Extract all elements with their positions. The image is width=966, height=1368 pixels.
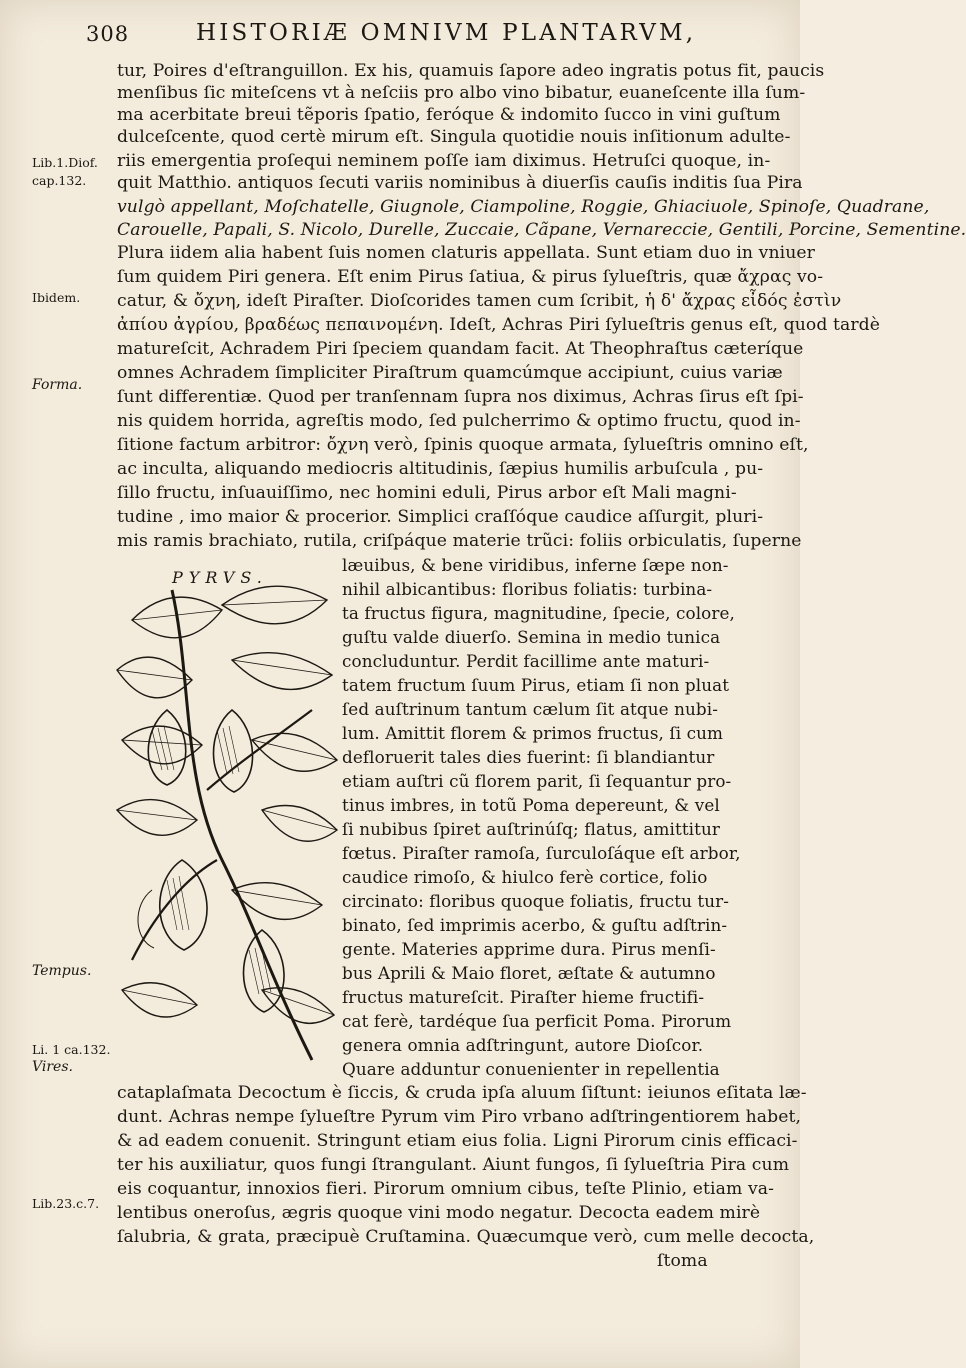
text-line: ſunt differentiæ. Quod per tranſennam ſupra nos diximus, Achras ſirus eſt ſpi-	[117, 387, 804, 407]
text-line: nihil albicantibus: floribus foliatis: turbina-	[342, 579, 713, 599]
text-line: menſibus ſic miteſcens vt à neſciis pro albo vino bibatur, euaneſcente illa ſum-	[117, 83, 806, 103]
margin-note: Ibidem.	[32, 290, 81, 305]
text-line: tur, Poires d'eſtranguillon. Ex his, quamuis ſapore adeo ingratis potus fit, paucis	[117, 61, 825, 81]
text-line: ma acerbitate breui tẽporis ſpatio, feróque & indomito ſucco in vini guſtum	[117, 105, 781, 125]
text-line: guſtu valde diuerſo. Semina in medio tunica	[342, 627, 721, 647]
text-line: fructus matureſcit. Piraſter hieme fructifi-	[342, 987, 705, 1007]
text-line: etiam auſtri cũ florem parit, ſi ſequantur pro-	[342, 771, 732, 791]
text-line: tatem fructum ſuum Pirus, etiam ſi non pluat	[342, 675, 730, 695]
margin-note: Tempus.	[32, 963, 92, 979]
text-line: binato, ſed imprimis acerbo, & guſtu adſtrin-	[342, 915, 728, 935]
text-line: ta fructus figura, magnitudine, ſpecie, colore,	[342, 603, 735, 623]
running-title: HISTORIÆ OMNIVM PLANTARVM,	[196, 20, 697, 46]
text-line: genera omnia adſtringunt, autore Dioſcor.	[342, 1035, 704, 1055]
catchword: ſtoma	[657, 1251, 708, 1271]
running-header	[86, 18, 697, 52]
text-line: Plura iidem alia habent ſuis nomen claturis appellata. Sunt etiam duo in vniuer	[117, 243, 816, 263]
text-line: concluduntur. Perdit facillime ante maturi-	[342, 651, 710, 671]
text-line: vulgò appellant, Moſchatelle, Giugnole, Ciampoline, Roggie, Ghiaciuole, Spinoſe, Quadrane,	[117, 197, 930, 217]
text-line: mis ramis brachiato, rutila, criſpáque materie trũci: foliis orbiculatis, ſuperne	[117, 531, 802, 551]
text-line: caudice rimoſo, & hiulco ferè cortice, folio	[342, 867, 708, 887]
text-line: Carouelle, Papali, S. Nicolo, Durelle, Zuccaie, Cãpane, Vernareccie, Gentili, Porcine, Sementine.	[117, 220, 966, 240]
text-line: cataplaſmata Decoctum è ſiccis, & cruda ipſa aluum ſiſtunt: ieiunos eſitata læ-	[117, 1083, 807, 1103]
text-line: riis emergentia proſequi neminem poſſe iam diximus. Hetruſci quoque, in-	[117, 151, 771, 171]
text-line: ter his auxiliatur, quos fungi ſtrangulant. Aiunt fungos, ſi ſylueſtria Pira cum	[117, 1155, 790, 1175]
text-line: Quare adduntur conuenienter in repellentia	[342, 1059, 720, 1079]
text-line: eis coquantur, innoxios fieri. Pirorum omnium cibus, teſte Plinio, etiam va-	[117, 1179, 775, 1199]
text-line: ſi nubibus ſpiret auſtrinúſq; flatus, amittitur	[342, 819, 721, 839]
text-line: ἀπίου ἀγρίου, βραδέως πεπαινομένη. Ideſt, Achras Piri ſylueſtris genus eſt, quod tardè	[117, 315, 881, 335]
text-line: ſitione factum arbitror: ὄχνη verò, ſpinis quoque armata, ſylueſtris omnino eſt,	[117, 435, 809, 455]
text-line: ſed auſtrinum tantum cælum ſit atque nubi-	[342, 699, 719, 719]
text-line: quit Matthio. antiquos ſecuti variis nominibus à diuerſis cauſis inditis ſua Pira	[117, 173, 803, 193]
text-line: ſalubria, & grata, præcipuè Cruſtamina. Quæcumque verò, cum melle decocta,	[117, 1227, 815, 1247]
text-line: fœtus. Piraſter ramoſa, ſurculoſáque eſt arbor,	[342, 843, 741, 863]
margin-note: cap.132.	[32, 173, 87, 188]
text-line: læuibus, & bene viridibus, inferne ſæpe non-	[342, 555, 729, 575]
text-line: ac inculta, aliquando mediocris altitudinis, ſæpius humilis arbuſcula , pu-	[117, 459, 764, 479]
text-line: tudine , imo maior & procerior. Simplici craſſóque caudice aſſurgit, pluri-	[117, 507, 764, 527]
text-line: bus Aprili & Maio floret, æſtate & autumno	[342, 963, 716, 983]
text-line: nis quidem horrida, agreſtis modo, ſed pulcherrimo & optimo fructu, quod in-	[117, 411, 801, 431]
text-line: lum. Amittit florem & primos fructus, ſi cum	[342, 723, 724, 743]
text-line: omnes Achradem ſimpliciter Piraſtrum quamcúmque accipiunt, cuius variæ	[117, 363, 783, 383]
margin-note: Li. 1 ca.132.	[32, 1042, 111, 1057]
text-line: defloruerit tales dies fuerint: ſi blandiantur	[342, 747, 715, 767]
text-line: dulceſcente, quod certè mirum eſt. Singula quotidie nouis inſitionum adulte-	[117, 127, 791, 147]
figure-caption: PYRVS.	[172, 568, 268, 587]
margin-note: Vires.	[32, 1059, 73, 1075]
text-line: lentibus oneroſus, ægris quoque vini modo negatur. Decocta eadem mirè	[117, 1203, 761, 1223]
text-line: tinus imbres, in totũ Poma depereunt, & vel	[342, 795, 720, 815]
text-line: cat ferè, tardéque ſua perficit Poma. Pirorum	[342, 1011, 732, 1031]
margin-note: Lib.23.c.7.	[32, 1196, 100, 1211]
text-line: dunt. Achras nempe ſylueſtre Pyrum vim Piro vrbano adſtringentiorem habet,	[117, 1107, 802, 1127]
margin-note: Lib.1.Diof.	[32, 155, 98, 170]
margin-note: Forma.	[32, 377, 83, 393]
text-line: catur, & ὄχνη, ideſt Piraſter. Dioſcorides tamen cum ſcribit, ἡ δ' ἄχρας εἶδός ἐστὶν	[117, 291, 842, 311]
text-line: matureſcit, Achradem Piri ſpeciem quandam facit. At Theophraſtus cæteríque	[117, 339, 804, 359]
text-line: ſillo fructu, inſuauiſſimo, nec homini eduli, Pirus arbor eſt Mali magni-	[117, 483, 737, 503]
text-line: gente. Materies apprime dura. Pirus menſi-	[342, 939, 716, 959]
text-line: ſum quidem Piri genera. Eſt enim Pirus ſatiua, & pirus ſylueſtris, quæ ἄχρας vo-	[117, 267, 824, 287]
text-line: circinato: floribus quoque foliatis, fructu tur-	[342, 891, 730, 911]
page-number: 308	[86, 22, 130, 46]
text-line: & ad eadem conuenit. Stringunt etiam eius folia. Ligni Pirorum cinis efficaci-	[117, 1131, 798, 1151]
pear-branch-woodcut-illustration	[112, 560, 340, 1072]
